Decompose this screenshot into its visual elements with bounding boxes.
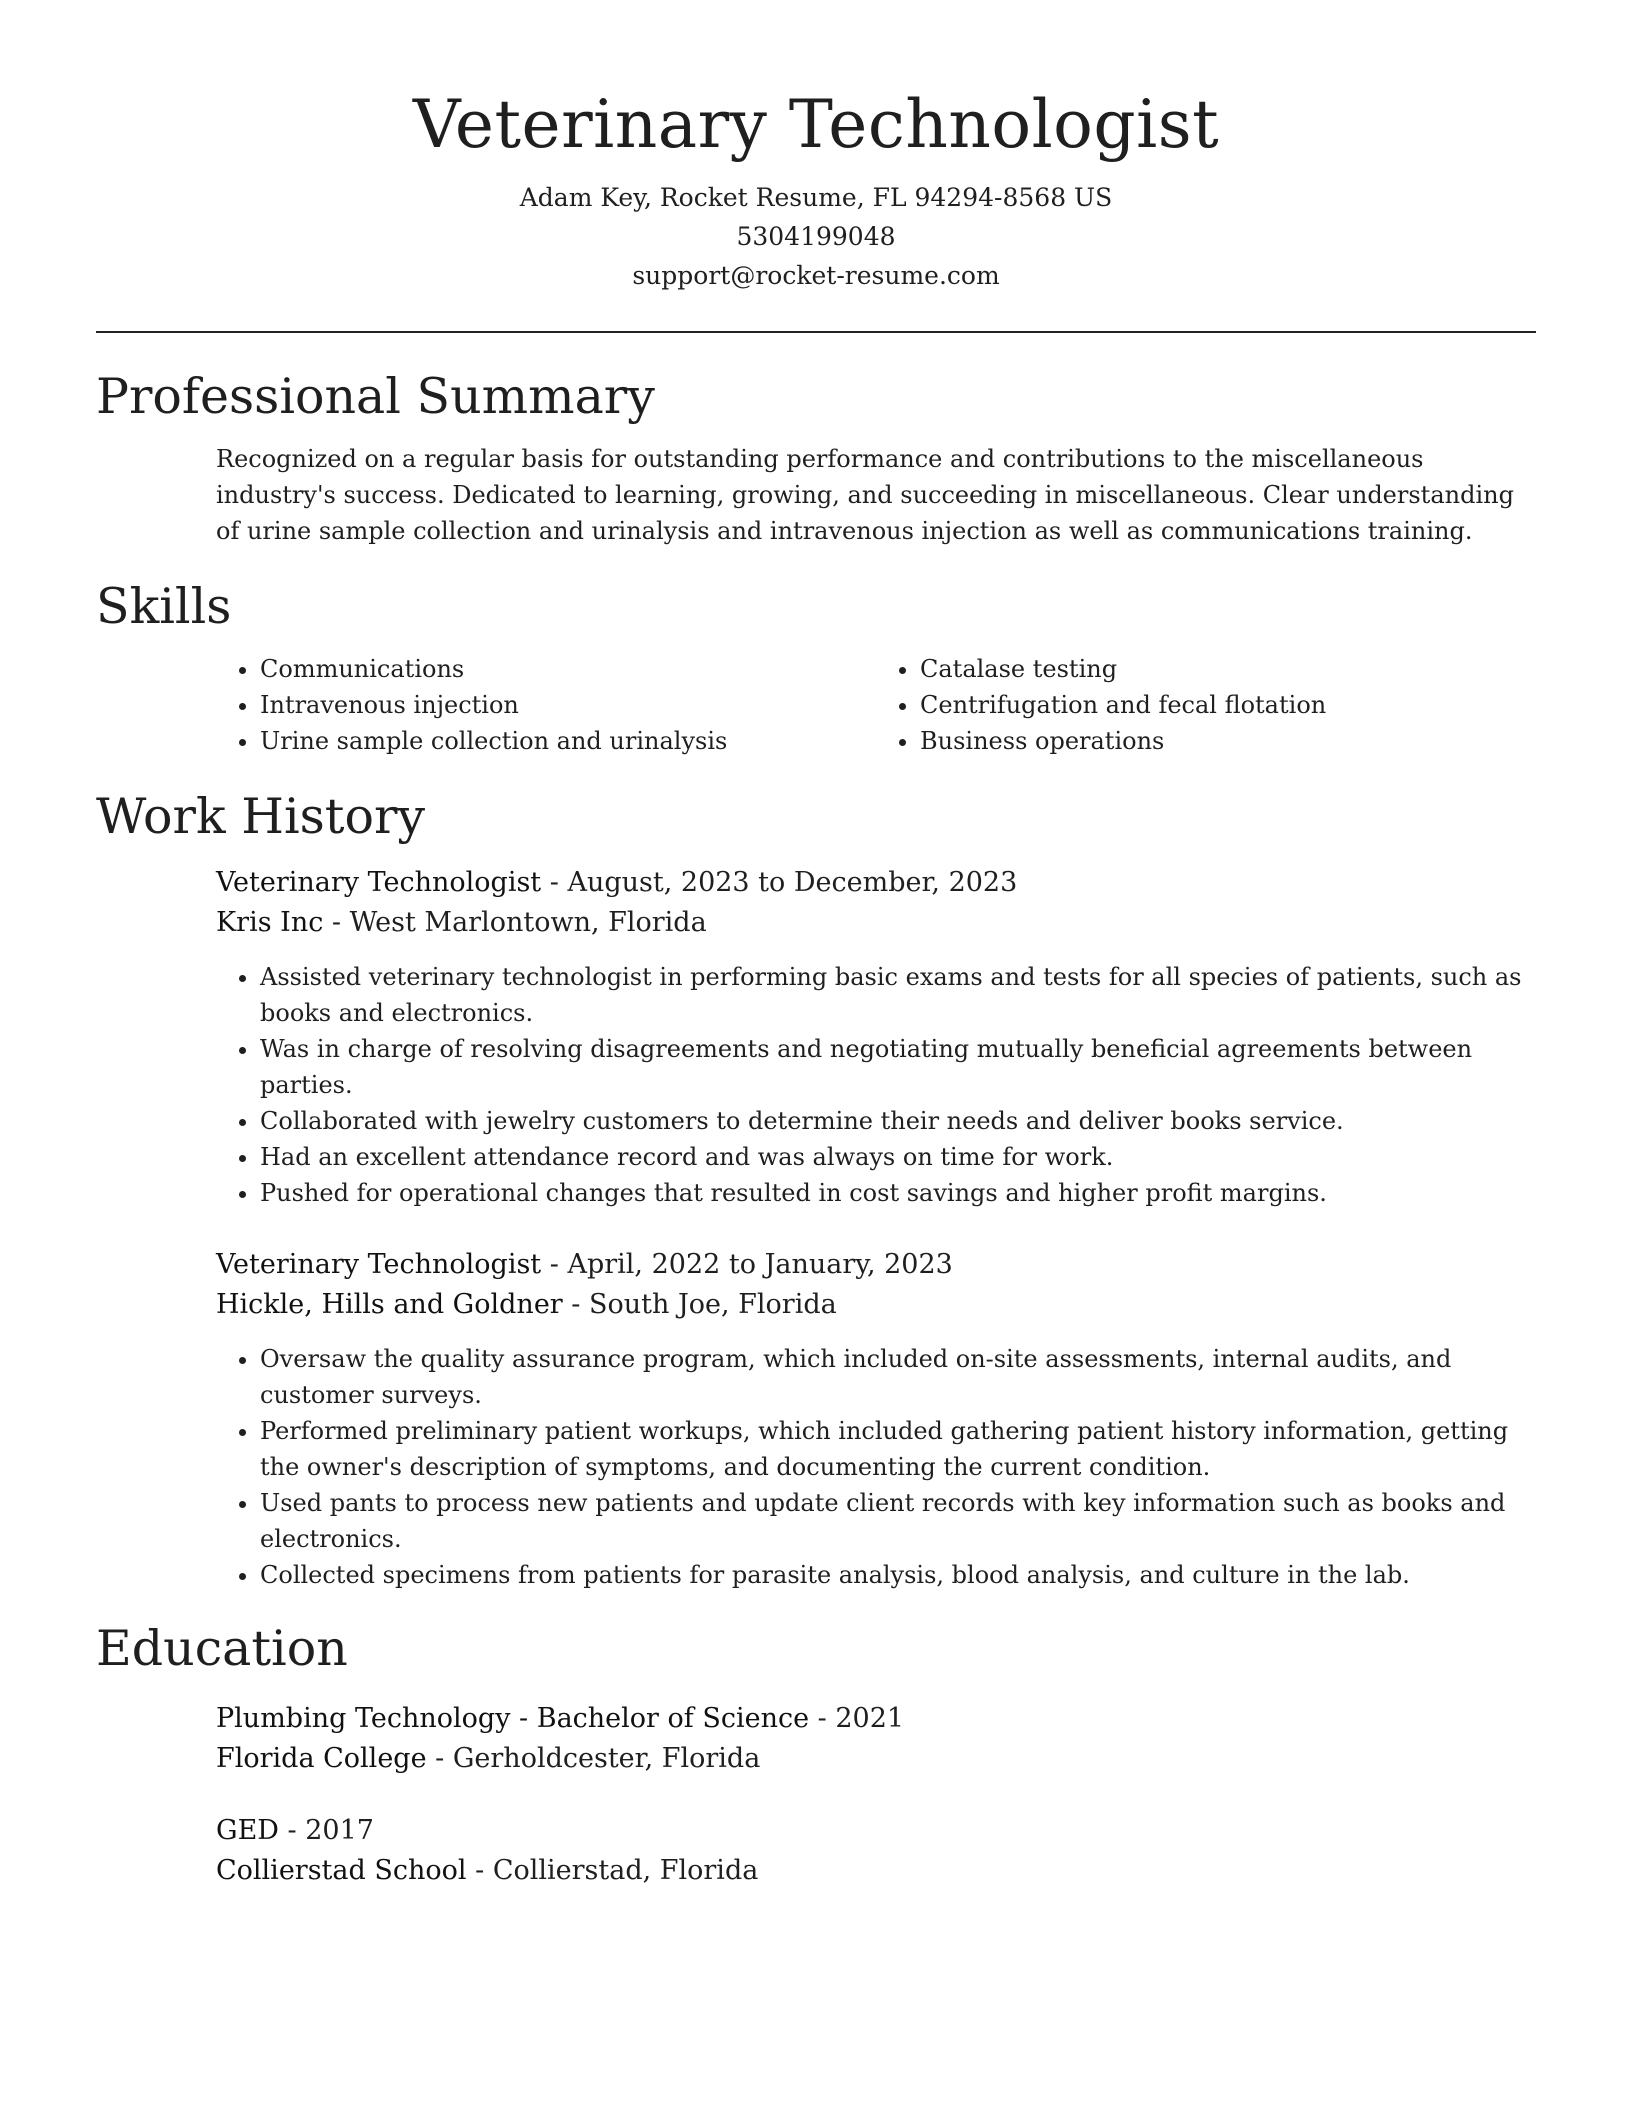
job-bullet: • Used pants to process new patients and update client records with key information such as books and electronics. — [260, 1485, 1536, 1557]
education-degree: Plumbing Technology - Bachelor of Science — [216, 1703, 810, 1734]
job-role: Veterinary Technologist — [216, 867, 542, 898]
education-school: Collierstad School — [216, 1855, 467, 1886]
job-bullet: • Collaborated with jewelry customers to determine their needs and deliver books service. — [260, 1103, 1536, 1139]
job-bullet: • Pushed for operational changes that resulted in cost savings and higher profit margins. — [260, 1175, 1536, 1211]
skill-item: • Urine sample collection and urinalysis — [260, 723, 876, 759]
resume-header — [96, 0, 1536, 295]
education-school-line — [216, 1851, 1536, 1891]
skill-item: • Business operations — [920, 723, 1536, 759]
skills-grid — [216, 651, 1536, 759]
summary-title: Professional Summary — [96, 368, 655, 425]
skill-item: • Intravenous injection — [260, 687, 876, 723]
job-title-line — [216, 863, 1536, 903]
summary-section — [96, 365, 1536, 549]
job-company-line — [216, 903, 1536, 943]
summary-text: Recognized on a regular basis for outstanding performance and contributions to the miscellaneous industry's success. Dedicated to learning, growing, and succeeding in miscellaneous. Clear understanding of urine sample collection and urinalysis and intravenous injection as well as communications training. — [216, 445, 1514, 545]
work-history-title: Work History — [96, 788, 426, 845]
job-dates: - April, 2022 to January, 2023 — [541, 1249, 953, 1280]
education-entry — [216, 1811, 1536, 1891]
contact-phone: 5304199048 — [736, 222, 896, 251]
education-section — [96, 1617, 1536, 1891]
job-entry — [216, 863, 1536, 1211]
job-bullet: • Had an excellent attendance record and was always on time for work. — [260, 1139, 1536, 1175]
skill-item: • Communications — [260, 651, 876, 687]
job-bullets — [216, 1341, 1536, 1593]
job-role: Veterinary Technologist — [216, 1249, 542, 1280]
education-location: - Gerholdcester, Florida — [426, 1743, 761, 1774]
education-degree-line — [216, 1699, 1536, 1739]
contact-address: Adam Key, Rocket Resume, FL 94294-8568 US — [519, 183, 1113, 212]
job-location: - West Marlontown, Florida — [323, 907, 707, 938]
header-divider — [96, 331, 1536, 333]
skill-item: • Centrifugation and fecal flotation — [920, 687, 1536, 723]
job-location: - South Joe, Florida — [562, 1289, 837, 1320]
education-school: Florida College — [216, 1743, 427, 1774]
contact-block — [96, 178, 1536, 295]
job-dates: - August, 2023 to December, 2023 — [541, 867, 1018, 898]
skills-section — [96, 575, 1536, 759]
education-year: - 2021 — [809, 1703, 905, 1734]
job-company: Kris Inc — [216, 907, 324, 938]
skills-column-left — [216, 651, 876, 759]
resume-name: Veterinary Technologist — [412, 86, 1220, 163]
job-title-line — [216, 1245, 1536, 1285]
education-school-line — [216, 1739, 1536, 1779]
skills-column-right — [876, 651, 1536, 759]
job-entry — [216, 1245, 1536, 1593]
education-degree: GED — [216, 1815, 279, 1846]
job-bullet: • Oversaw the quality assurance program, which included on-site assessments, internal audits, and customer surveys. — [260, 1341, 1536, 1413]
education-entry — [216, 1699, 1536, 1779]
education-year: - 2017 — [278, 1815, 374, 1846]
education-degree-line — [216, 1811, 1536, 1851]
work-history-section — [96, 785, 1536, 1593]
job-bullet: • Performed preliminary patient workups, which included gathering patient history information, getting the owner's description of symptoms, and documenting the current condition. — [260, 1413, 1536, 1485]
job-bullet: • Assisted veterinary technologist in performing basic exams and tests for all species of patients, such as books and electronics. — [260, 959, 1536, 1031]
job-company: Hickle, Hills and Goldner — [216, 1289, 563, 1320]
job-bullet: • Collected specimens from patients for parasite analysis, blood analysis, and culture in the lab. — [260, 1557, 1536, 1593]
skills-title: Skills — [96, 578, 232, 635]
job-bullet: • Was in charge of resolving disagreements and negotiating mutually beneficial agreements between parties. — [260, 1031, 1536, 1103]
education-title: Education — [96, 1620, 348, 1677]
job-bullets — [216, 959, 1536, 1211]
skill-item: • Catalase testing — [920, 651, 1536, 687]
education-location: - Collierstad, Florida — [466, 1855, 759, 1886]
contact-email: support@rocket-resume.com — [632, 261, 1000, 290]
job-company-line — [216, 1285, 1536, 1325]
